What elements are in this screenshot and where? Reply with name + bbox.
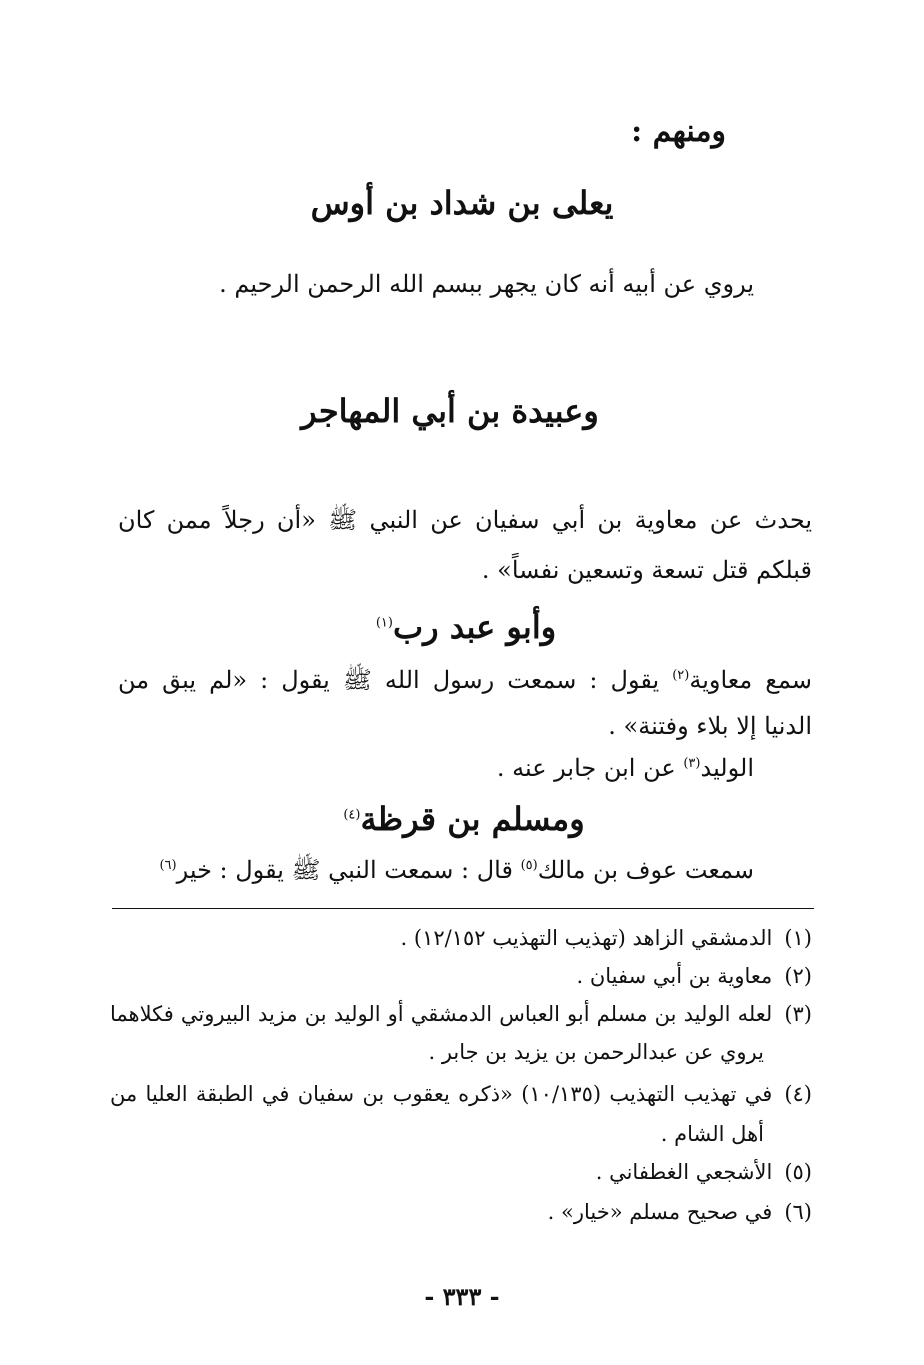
footnote-5 xyxy=(596,1162,812,1183)
page-number: - ٣٣٣ - xyxy=(424,1282,500,1311)
footnote-3 xyxy=(110,1004,812,1025)
body-line xyxy=(118,668,812,692)
footnote-2 xyxy=(577,966,812,987)
footnote-4-continued: أهل الشام . xyxy=(660,1122,764,1146)
footnote-ref: (٢) xyxy=(672,668,690,683)
body-line: يروي عن أبيه أنه كان يجهر ببسم الله الرحمن الرحيم . xyxy=(219,270,754,298)
footnote-text: في صحيح مسلم «خيار» . xyxy=(547,1200,773,1224)
body-line: يحدث عن معاوية بن أبي سفيان عن النبي ﷺ «أن رجلاً ممن كان xyxy=(118,506,812,534)
heading-abu-abd-rabb xyxy=(4,608,924,646)
footnote-3-continued: يروي عن عبدالرحمن بن يزيد بن جابر . xyxy=(428,1040,764,1064)
footnote-6 xyxy=(548,1202,812,1223)
footnote-number: (٥) xyxy=(784,1160,812,1184)
body-line: قبلكم قتل تسعة وتسعين نفساً» . xyxy=(481,556,812,584)
section-intro: ومنهم : xyxy=(631,114,726,149)
footnote-number: (٦) xyxy=(784,1200,812,1224)
footnote-ref: (٥) xyxy=(520,858,538,873)
body-line: الدنيا إلا بلاء وفتنة» . xyxy=(608,712,812,740)
footnote-divider xyxy=(112,908,814,909)
heading-ubaida: وعبيدة بن أبي المهاجر xyxy=(301,392,599,430)
footnote-ref: (١) xyxy=(375,615,393,631)
body-line xyxy=(159,858,754,882)
footnote-text: لعله الوليد بن مسلم أبو العباس الدمشقي أو الوليد بن مزيد البيروتي فكلاهما xyxy=(110,1002,773,1026)
text-run: عن ابن جابر عنه . xyxy=(496,754,684,782)
heading-text: ومسلم بن قرظة xyxy=(360,800,585,838)
footnote-text: في تهذيب التهذيب (١٠/١٣٥) «ذكره يعقوب بن سفيان في الطبقة العليا من xyxy=(110,1082,773,1106)
footnote-number: (٤) xyxy=(784,1082,812,1106)
footnote-number: (١) xyxy=(784,926,812,950)
heading-yala: يعلى بن شداد بن أوس xyxy=(310,184,614,222)
footnote-text: الأشجعي الغطفاني . xyxy=(595,1160,773,1184)
text-run: سمعت عوف بن مالك xyxy=(537,856,754,884)
text-run: سمع معاوية xyxy=(689,666,812,694)
footnote-ref: (٣) xyxy=(683,756,701,771)
footnote-ref: (٤) xyxy=(343,807,361,823)
footnote-text: الدمشقي الزاهد (تهذيب التهذيب ١٢/١٥٢) . xyxy=(400,926,773,950)
text-run: قال : سمعت النبي ﷺ يقول : خير xyxy=(176,856,521,884)
body-line xyxy=(497,756,754,780)
text-run: الوليد xyxy=(700,754,754,782)
heading-text: وأبو عبد رب xyxy=(392,608,557,646)
footnote-4 xyxy=(110,1084,812,1105)
footnote-1 xyxy=(401,928,812,949)
footnote-number: (٢) xyxy=(784,964,812,988)
footnote-ref: (٦) xyxy=(159,858,177,873)
heading-muslim-qaraza xyxy=(2,800,924,838)
footnote-text: معاوية بن أبي سفيان . xyxy=(576,964,773,988)
text-run: يقول : سمعت رسول الله ﷺ يقول : «لم يبق من xyxy=(118,666,673,694)
footnote-number: (٣) xyxy=(784,1002,812,1026)
